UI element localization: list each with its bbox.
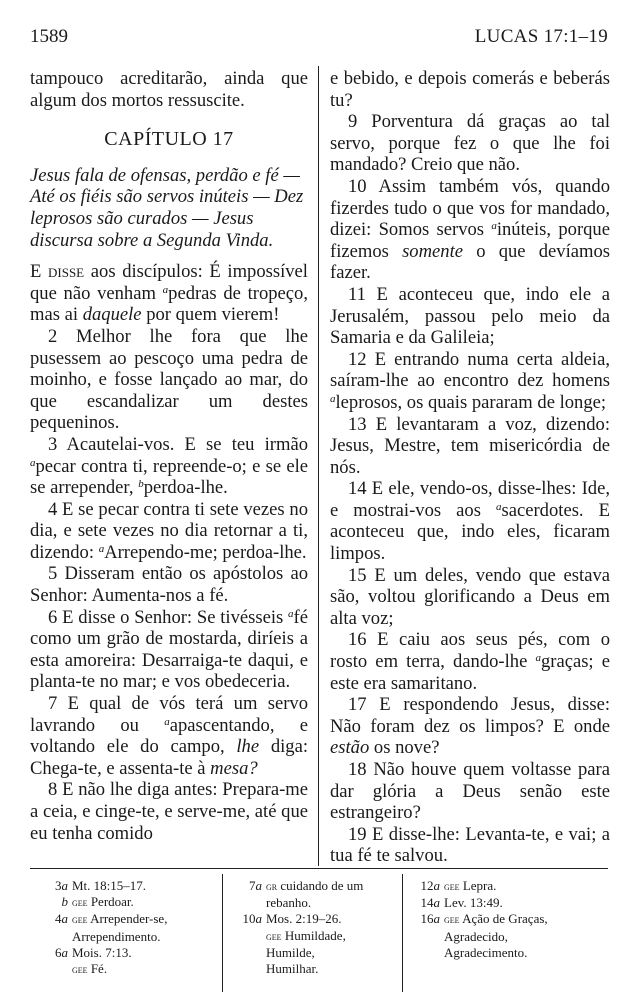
verse-3: 3 Acautelai-vos. E se teu irmão $^a$pecar contra ti, repreende-o; e se ele se arrepender, $^b$perdoa-lhe. bbox=[30, 433, 308, 499]
verse-14: 14 E ele, vendo-os, disse-lhes: Ide, e mostrai-vos aos $^a$sacerdotes. E aconteceu que, indo eles, ficaram limpos. bbox=[330, 478, 610, 565]
footnote-continuation: Arrependimento. bbox=[72, 928, 161, 944]
footnotes-column-2 bbox=[230, 878, 400, 977]
footnote: 14a Lev. 13:49. bbox=[420, 895, 503, 911]
footnote-continuation: gee Humildade, bbox=[266, 927, 346, 943]
footnote: 4a gee Arrepender-se, bbox=[55, 911, 168, 927]
footnote-continuation: Agradecimento. bbox=[444, 944, 528, 960]
footnotes-column-3 bbox=[408, 878, 608, 961]
page-header bbox=[30, 26, 608, 54]
right-column bbox=[330, 68, 610, 867]
verse-8: 8 E não lhe diga antes: Prepara-me a ceia, e cinge-te, e serve-me, até que eu tenha comido bbox=[30, 779, 308, 844]
verse-19: 19 E disse-lhe: Levanta-te, e vai; a tua fé te salvou. bbox=[330, 823, 610, 867]
footnote: 7a gr cuidando de um bbox=[249, 878, 364, 893]
verse-5: 5 Disseram então os apóstolos ao Senhor: Aumenta-nos a fé. bbox=[30, 563, 308, 607]
chapter-heading: CAPÍTULO 17 bbox=[104, 128, 234, 151]
footnote-column-divider bbox=[402, 874, 403, 992]
verse-18: 18 Não houve quem voltasse para dar glória a Deus senão este estrangeiro? bbox=[330, 759, 610, 824]
footnote: 16a gee Ação de Graças, bbox=[420, 911, 548, 927]
footnote-continuation: Humilde, bbox=[266, 944, 315, 960]
verse-15: 15 E um deles, vendo que estava são, voltou glorificando a Deus em alta voz; bbox=[330, 564, 610, 629]
page-number: 1589 bbox=[30, 26, 68, 47]
verse-11: 11 E aconteceu que, indo ele a Jerusalém, passou pelo meio da Samaria e da Galileia; bbox=[330, 283, 610, 349]
left-column bbox=[30, 68, 308, 844]
verse-12: 12 E entrando numa certa aldeia, saíram-lhe ao encontro dez homens $^a$leprosos, os quais pararam de longe; bbox=[330, 348, 610, 413]
carryover-text: e bebido, e depois comerás e beberás tu? bbox=[330, 68, 610, 111]
footnote: 3a Mt. 18:15–17. bbox=[55, 878, 147, 893]
footnote: 12a gee Lepra. bbox=[420, 878, 497, 893]
running-head: LUCAS 17:1–19 bbox=[474, 26, 608, 47]
verse-16: 16 E caiu aos seus pés, com o rosto em terra, dando-lhe $^a$graças; e este era samaritano. bbox=[330, 629, 610, 694]
verse-7: 7 E qual de vós terá um servo lavrando ou $^a$apascentando, e voltando ele do campo, lhe diga: Chega-te, e assenta-te à mesa? bbox=[30, 693, 309, 779]
footnote-continuation: gee Fé. bbox=[72, 961, 108, 977]
verse-17: 17 E respondendo Jesus, disse: Não foram dez os limpos? E onde estão os nove? bbox=[330, 694, 610, 759]
footnote: 6a Mois. 7:13. bbox=[55, 944, 132, 960]
footnote: b gee Perdoar. bbox=[61, 894, 134, 910]
footnote-divider bbox=[30, 868, 608, 869]
verse-6: 6 E disse o Senhor: Se tivésseis $^a$fé como um grão de mostarda, diríeis a esta amoreira: Desarraiga-te daqui, e planta-te no mar; e vos obedeceria. bbox=[30, 606, 308, 693]
footnote-continuation: Humilhar. bbox=[266, 961, 319, 977]
chapter-summary: Jesus fala de ofensas, perdão e fé — Até os fiéis são servos inúteis — Dez leprosos são curados — Jesus discursa sobre a Segunda Vinda. bbox=[30, 164, 304, 251]
footnote: 10a Mos. 2:19–26. bbox=[242, 911, 342, 927]
verse-13: 13 E levantaram a voz, dizendo: Jesus, Mestre, tem misericórdia de nós. bbox=[330, 413, 610, 478]
footnotes-column-1 bbox=[36, 878, 236, 978]
footnote-continuation: rebanho. bbox=[266, 895, 312, 911]
verse-9: 9 Porventura dá graças ao tal servo, porque fez o que lhe foi mandado? Creio que não. bbox=[330, 111, 610, 176]
carryover-text: tampouco acreditarão, ainda que algum dos mortos ressuscite. bbox=[30, 68, 308, 111]
verse-2: 2 Melhor lhe fora que lhe pusessem ao pescoço uma pedra de moinho, e fosse lançado ao mar, do que escandalizar um destes pequeninos. bbox=[30, 325, 308, 434]
column-divider bbox=[318, 66, 319, 866]
verse-10: 10 Assim também vós, quando fizerdes tudo o que vos for mandado, dizei: Somos servos $^a$inúteis, porque fizemos somente o que devíamos fazer. bbox=[330, 175, 610, 284]
verse-1: E disse aos discípulos: É impossível que não venham $^a$pedras de tropeço, mas ai daquele por quem vierem! bbox=[30, 261, 308, 326]
footnote-continuation: Agradecido, bbox=[444, 928, 508, 944]
verse-4: 4 E se pecar contra ti sete vezes no dia, e sete vezes no dia retornar a ti, dizendo: $^a$Arrependo-me; perdoa-lhe. bbox=[30, 498, 308, 563]
